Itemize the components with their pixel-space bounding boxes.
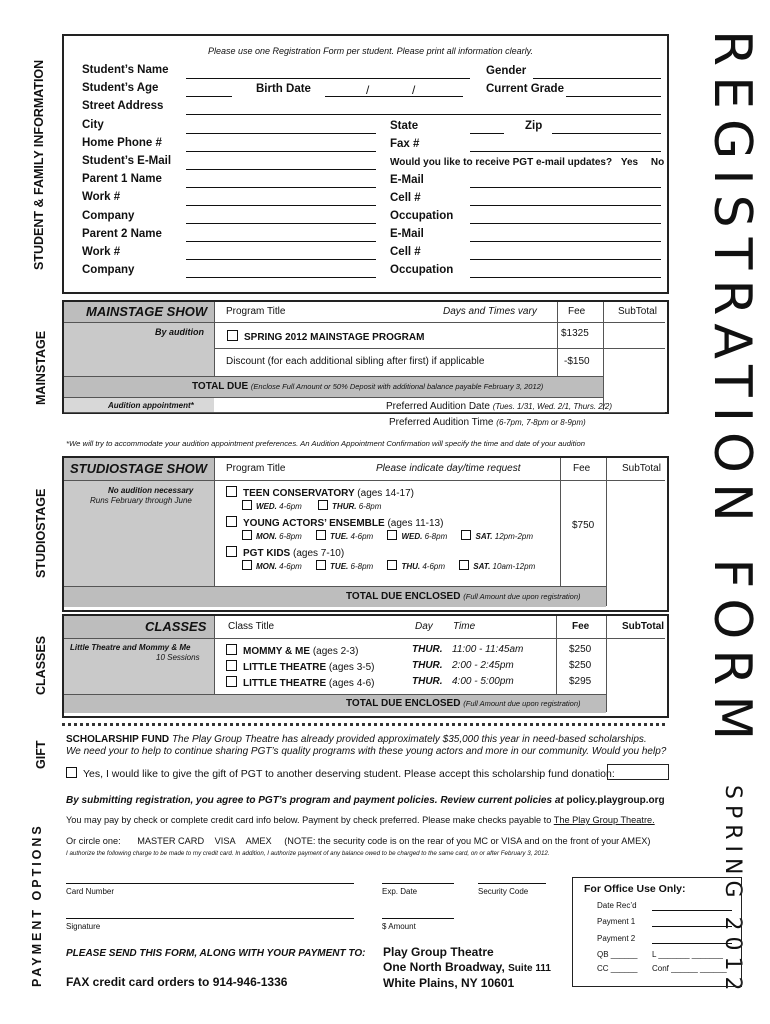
label-fax: Fax # [390, 138, 420, 150]
ms-program-checkbox[interactable] [227, 330, 238, 341]
kids-mon-checkbox[interactable] [242, 560, 252, 570]
office-qb: QB ______ [597, 950, 638, 959]
authorize-text: I authorize the following charge to be made to my credit card. In addition, I authorize payment of any balance owed to be charged to the same card, on or after February 3, 2012. [66, 850, 550, 857]
label-company1: Company [82, 209, 135, 222]
class-checkbox[interactable] [226, 676, 237, 687]
side-label-mainstage: MAINSTAGE [34, 330, 48, 405]
ms-pref-time: Preferred Audition Time (6-7pm, 7-8pm or 8-9pm) [389, 417, 586, 428]
label-birth-date: Birth Date [256, 83, 311, 95]
office-payment1-field[interactable] [652, 926, 732, 927]
ms-by-audition: By audition [155, 327, 204, 337]
office-conf: Conf ______ ______ [652, 964, 727, 973]
form-title [672, 30, 762, 1020]
label-company2: Company [82, 264, 135, 277]
studio-program-yae[interactable]: YOUNG ACTORS’ ENSEMBLE (ages 11-13) [226, 516, 535, 530]
class-row[interactable]: MOMMY & ME (ages 2-3) [226, 644, 358, 657]
class-checkbox[interactable] [226, 660, 237, 671]
classes-total: TOTAL DUE ENCLOSED (Full Amount due upon registration) [346, 698, 581, 709]
label-card-number: Card Number [66, 887, 115, 896]
student-email-field[interactable] [186, 169, 376, 170]
visa-option[interactable]: VISA [214, 836, 236, 846]
label-p2-cell: Cell # [390, 246, 421, 258]
class-time: 2:00 - 2:45pm [452, 660, 514, 671]
send-to-text: PLEASE SEND THIS FORM, ALONG WITH YOUR PAYMENT TO: [66, 948, 366, 959]
label-exp-date: Exp. Date [382, 887, 418, 896]
classes-subtotal-head: SubTotal [622, 621, 665, 632]
ms-days-head: Days and Times vary [443, 306, 537, 317]
company1-field[interactable] [186, 223, 376, 224]
company2-field[interactable] [186, 277, 376, 278]
teen-thur-checkbox[interactable] [318, 500, 328, 510]
p2-occupation-field[interactable] [470, 277, 661, 278]
parent1-name-field[interactable] [186, 187, 376, 188]
home-phone-field[interactable] [186, 151, 376, 152]
pay-by-text: You may pay by check or complete credit card info below. Payment by check preferred. Please make checks payable to The Play Group Theatre. [66, 815, 655, 825]
label-student-age: Student’s Age [82, 82, 159, 95]
class-day: THUR. [412, 644, 443, 655]
label-street: Street Address [82, 100, 164, 113]
class-time: 11:00 - 11:45am [452, 644, 524, 655]
label-current-grade: Current Grade [486, 83, 564, 95]
ms-program-option[interactable]: SPRING 2012 MAINSTAGE PROGRAM [227, 330, 424, 343]
gender-field[interactable] [533, 78, 661, 79]
form-title-main: REGISTRATION FORM [702, 30, 762, 751]
side-label-studiostage: STUDIOSTAGE [34, 488, 48, 578]
studio-subtotal-head: SubTotal [622, 463, 661, 474]
studio-request-head: Please indicate day/time request [376, 463, 521, 474]
office-payment2-field[interactable] [652, 943, 732, 944]
p1-cell-field[interactable] [470, 205, 661, 206]
ms-program-fee: $1325 [561, 328, 589, 339]
class-fee: $250 [569, 644, 592, 655]
yae-tue-checkbox[interactable] [316, 530, 326, 540]
office-l: L _______ _______ [652, 950, 723, 959]
student-age-field[interactable] [186, 96, 232, 97]
label-gender: Gender [486, 65, 527, 77]
office-date-recd: Date Rec’d [597, 901, 637, 910]
label-p1-occupation: Occupation [390, 210, 454, 222]
label-signature: Signature [66, 922, 101, 931]
label-home-phone: Home Phone # [82, 136, 162, 149]
instruction-text: Please use one Registration Form per student. Please print all information clearly. [208, 46, 533, 56]
studio-program-teen[interactable]: TEEN CONSERVATORY (ages 14-17) [226, 486, 535, 500]
classes-header: CLASSES [145, 619, 207, 634]
class-fee: $250 [569, 660, 592, 671]
studio-total: TOTAL DUE ENCLOSED (Full Amount due upon registration) [346, 591, 581, 602]
circle-one: Or circle one: MASTER CARD VISA AMEX (NOTE: the security code is on the rear of you MC or VISA and on the front of your AMEX) [66, 836, 651, 846]
kids-tue-checkbox[interactable] [316, 560, 326, 570]
fax-text: FAX credit card orders to 914-946-1336 [66, 975, 288, 989]
label-city: City [82, 118, 104, 131]
amount-field[interactable] [382, 918, 454, 919]
studio-header: STUDIOSTAGE SHOW [70, 461, 207, 476]
kids-checkbox[interactable] [226, 546, 237, 557]
teen-checkbox[interactable] [226, 486, 237, 497]
label-parent2: Parent 2 Name [82, 227, 162, 240]
work1-field[interactable] [186, 205, 376, 206]
email-updates-yes[interactable]: Yes [620, 157, 639, 168]
label-student-email: Student’s E-Mail [82, 154, 172, 167]
donation-checkbox[interactable] [66, 767, 77, 778]
work2-field[interactable] [186, 259, 376, 260]
mailing-address: Play Group Theatre One North Broadway, Suite 111 White Plains, NY 10601 [383, 945, 551, 990]
side-label-gift: GIFT [34, 740, 48, 770]
ms-discount: Discount (for each additional sibling after first) if applicable [226, 356, 485, 367]
student-name-field[interactable] [186, 78, 470, 79]
class-time: 4:00 - 5:00pm [452, 676, 514, 687]
side-label-payment: PAYMENT OPTIONS [30, 823, 44, 987]
office-date-field[interactable] [652, 910, 732, 911]
label-p2-email: E-Mail [390, 228, 424, 240]
label-zip: Zip [525, 120, 543, 132]
studio-program-list: TEEN CONSERVATORY (ages 14-17) WED. 4-6pm THUR. 6-8pm YOUNG ACTORS’ ENSEMBLE (ages 11-13) MON. 6-8pm TUE. 4-6pm WED. 6-8pm SAT. 12pm-2pm PGT KIDS (ages 7-10) MON. 4-6pm TUE. 6-8pm THU. 4-6pm SAT. 10am-12pm [226, 486, 535, 576]
label-state: State [390, 120, 419, 132]
label-p1-cell: Cell # [390, 192, 421, 204]
student-left-labels [82, 64, 171, 282]
label-security-code: Security Code [478, 887, 529, 896]
fax-field[interactable] [470, 151, 661, 152]
class-row[interactable]: LITTLE THEATRE (ages 4-6) [226, 676, 375, 689]
form-title-season: SPRING 2012 [720, 785, 745, 997]
office-cc: CC ______ [597, 964, 638, 973]
studio-fee: $750 [572, 520, 595, 531]
teen-wed-checkbox[interactable] [242, 500, 252, 510]
ms-program-title-head: Program Title [226, 306, 286, 317]
ms-discount-fee: -$150 [564, 356, 590, 367]
office-title: For Office Use Only: [584, 883, 686, 895]
classes-fee-head: Fee [572, 621, 590, 632]
agree-text: By submitting registration, you agree to PGT’s program and payment policies. Review current policies at policy.playgroup.org [66, 795, 665, 806]
class-fee: $295 [569, 676, 592, 687]
side-label-classes: CLASSES [34, 635, 48, 695]
card-number-field[interactable] [66, 883, 354, 884]
mainstage-header: MAINSTAGE SHOW [86, 304, 208, 319]
label-student-name: Student’s Name [82, 64, 169, 76]
classes-day-head: Day [415, 621, 433, 632]
label-p1-email: E-Mail [390, 174, 424, 186]
classes-left-title: Little Theatre and Mommy & Me [70, 643, 191, 652]
studio-program-title-head: Program Title [226, 463, 286, 474]
zip-field[interactable] [552, 133, 661, 134]
city-field[interactable] [186, 133, 376, 134]
side-label-student: STUDENT & FAMILY INFORMATION [32, 59, 46, 271]
email-updates-no[interactable]: No [650, 157, 665, 168]
office-payment2: Payment 2 [597, 934, 636, 943]
p2-cell-field[interactable] [470, 259, 661, 260]
label-work2: Work # [82, 245, 121, 258]
donation-amount-field[interactable] [607, 764, 669, 780]
mastercard-option[interactable]: MASTER CARD [137, 836, 205, 846]
street-address-field[interactable] [186, 114, 661, 115]
birth-date-slash-1: / [366, 83, 370, 97]
donation-option[interactable]: Yes, I would like to give the gift of PGT to another deserving student. Please accept this scholarship fund donation: [66, 767, 615, 780]
birth-date-field[interactable] [325, 96, 463, 97]
class-day: THUR. [412, 676, 443, 687]
p2-email-field[interactable] [470, 241, 661, 242]
divider-dotted [62, 723, 665, 726]
studio-program-kids[interactable]: PGT KIDS (ages 7-10) [226, 546, 535, 560]
email-updates-question: Would you like to receive PGT e-mail updates? Yes No [390, 157, 665, 168]
p1-occupation-field[interactable] [470, 223, 661, 224]
class-row[interactable]: LITTLE THEATRE (ages 3-5) [226, 660, 375, 673]
class-day: THUR. [412, 660, 443, 671]
classes-time-head: Time [453, 621, 476, 632]
grade-field[interactable] [566, 96, 661, 97]
ms-audition-appointment: Audition appointment* [108, 401, 194, 410]
ms-footnote: *We will try to accommodate your audition appointment preferences. An Audition Appointment Confirmation will specify the time and date of your audition [66, 439, 586, 448]
kids-thu-checkbox[interactable] [387, 560, 397, 570]
label-parent1: Parent 1 Name [82, 173, 162, 186]
ms-pref-date: Preferred Audition Date (Tues. 1/31, Wed. 2/1, Thurs. 2/2) [386, 401, 613, 412]
label-work1: Work # [82, 191, 121, 204]
amex-option[interactable]: AMEX [245, 836, 272, 846]
studio-fee-head: Fee [573, 463, 591, 474]
yae-checkbox[interactable] [226, 516, 237, 527]
studio-runs: Runs February through June [90, 496, 192, 505]
ms-subtotal-head: SubTotal [618, 306, 657, 317]
ms-fee-head: Fee [568, 306, 586, 317]
signature-field[interactable] [66, 918, 354, 919]
classes-title-head: Class Title [228, 621, 275, 632]
yae-mon-checkbox[interactable] [242, 530, 252, 540]
security-code-field[interactable] [478, 883, 546, 884]
yae-wed-checkbox[interactable] [387, 530, 397, 540]
ms-total-due: TOTAL DUE (Enclose Full Amount or 50% Deposit with additional balance payable February 3, 2012) [192, 381, 544, 392]
label-p2-occupation: Occupation [390, 264, 454, 276]
birth-date-slash-2: / [412, 83, 416, 97]
exp-date-field[interactable] [382, 883, 454, 884]
office-payment1: Payment 1 [597, 917, 636, 926]
p1-email-field[interactable] [470, 187, 661, 188]
studio-no-audition: No audition necessary [108, 486, 194, 495]
parent2-name-field[interactable] [186, 241, 376, 242]
label-amount: $ Amount [382, 922, 416, 931]
state-field[interactable] [470, 133, 504, 134]
class-checkbox[interactable] [226, 644, 237, 655]
yae-sat-checkbox[interactable] [461, 530, 471, 540]
scholarship-text: SCHOLARSHIP FUND The Play Group Theatre has already provided approximately $35,000 this year in need-based scholarships. We need your to help to continue sharing PGT’s quality programs with these young actors and more in our community. Would you help? [66, 734, 667, 757]
kids-sat-checkbox[interactable] [459, 560, 469, 570]
classes-left-sub: 10 Sessions [156, 653, 200, 662]
